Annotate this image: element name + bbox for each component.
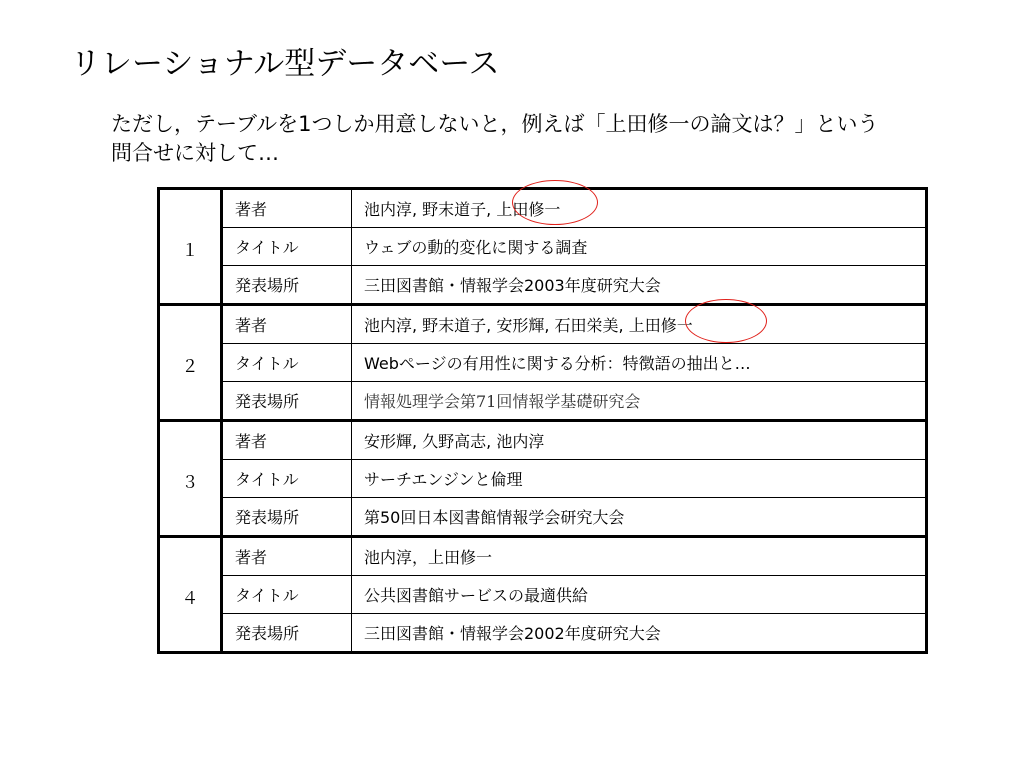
- field-value: 池内淳，上田修一: [352, 537, 927, 576]
- record-2-row-venue: [159, 382, 927, 421]
- field-label: 発表場所: [222, 382, 352, 421]
- intro-line-1: ただし，テーブルを1つしか用意しないと，例えば「上田修一の論文は？」という: [111, 112, 879, 136]
- record-2-id: ２: [159, 305, 222, 421]
- record-4-row-venue: [159, 614, 927, 653]
- record-1-row-title: [159, 228, 927, 266]
- slide-title: リレーショナル型データベース: [70, 46, 500, 82]
- records-table: [157, 187, 928, 654]
- record-3-row-venue: [159, 498, 927, 537]
- record-3-row-author: [159, 421, 927, 460]
- field-label: 発表場所: [222, 498, 352, 537]
- field-value: 池内淳, 野末道子, 安形輝, 石田栄美, 上田修一: [352, 305, 927, 344]
- record-1-id: １: [159, 189, 222, 305]
- field-value: 情報処理学会第71回情報学基礎研究会: [352, 382, 927, 421]
- record-3-id: ３: [159, 421, 222, 537]
- field-value: 三田図書館・情報学会2002年度研究大会: [352, 614, 927, 653]
- field-value: 第50回日本図書館情報学会研究大会: [352, 498, 927, 537]
- field-label: タイトル: [222, 344, 352, 382]
- field-label: タイトル: [222, 228, 352, 266]
- field-label: 発表場所: [222, 266, 352, 305]
- record-4-id: ４: [159, 537, 222, 653]
- field-value: 公共図書館サービスの最適供給: [352, 576, 927, 614]
- field-label: 発表場所: [222, 614, 352, 653]
- field-value: 安形輝, 久野高志, 池内淳: [352, 421, 927, 460]
- intro-text: [111, 110, 971, 168]
- field-value: 池内淳, 野末道子, 上田修一: [352, 189, 927, 228]
- field-label: 著者: [222, 189, 352, 228]
- field-value: サーチエンジンと倫理: [352, 460, 927, 498]
- field-value: 三田図書館・情報学会2003年度研究大会: [352, 266, 927, 305]
- field-label: 著者: [222, 421, 352, 460]
- record-2-row-author: [159, 305, 927, 344]
- record-1-row-venue: [159, 266, 927, 305]
- record-1-row-author: [159, 189, 927, 228]
- field-label: 著者: [222, 537, 352, 576]
- field-value: Webページの有用性に関する分析：特徴語の抽出と…: [352, 344, 927, 382]
- record-3-row-title: [159, 460, 927, 498]
- field-label: 著者: [222, 305, 352, 344]
- field-label: タイトル: [222, 460, 352, 498]
- field-label: タイトル: [222, 576, 352, 614]
- record-4-row-title: [159, 576, 927, 614]
- record-4-row-author: [159, 537, 927, 576]
- intro-line-2: 問合せに対して…: [111, 141, 279, 165]
- record-2-row-title: [159, 344, 927, 382]
- field-value: ウェブの動的変化に関する調査: [352, 228, 927, 266]
